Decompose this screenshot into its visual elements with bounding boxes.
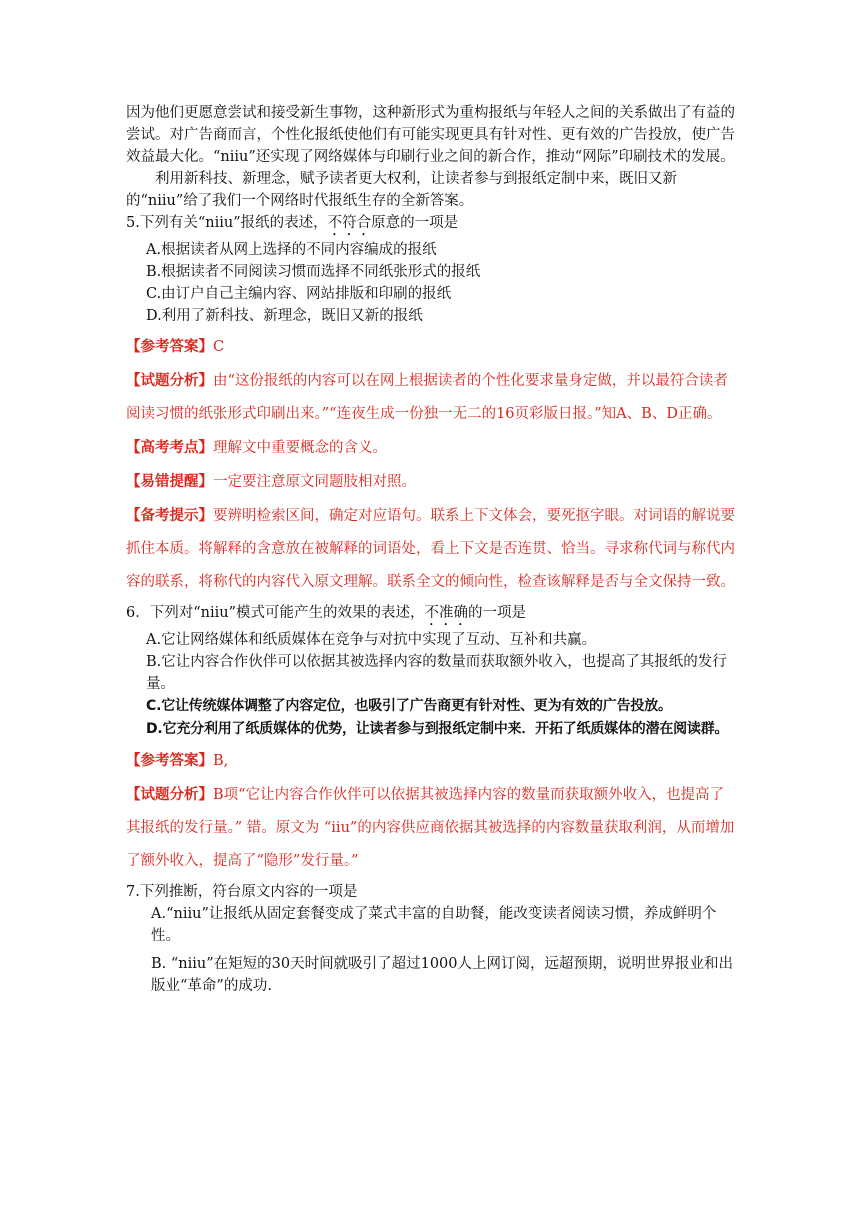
answer-value: B,	[213, 753, 229, 769]
analysis-text: 由“这份报纸的内容可以在网上根据读者的个性化要求量身定做，并以最符合读者阅读习惯的纸张形式印刷出来。”“连夜生成一份独一无二的16页彩版日报。”知A、B、D正确。	[126, 373, 728, 422]
document-page	[126, 102, 736, 997]
question-5-answer	[126, 330, 736, 364]
question-6-stem-after: 的一项是	[468, 605, 527, 621]
question-6-stem-emphasis: 不准确	[424, 605, 469, 621]
question-5-stem	[126, 212, 736, 239]
analysis-label: 【试题分析】	[126, 786, 213, 803]
analysis-text: B项“它让内容合作伙伴可以依据其被选择内容的数量而获取额外收入，也提高了其报纸的发行量。” 错。原文为 “iiu”的内容供应商依据其被选择的内容数量获取利润，从而增加了额外收入，提高了“隐形”发行量。”	[126, 787, 735, 869]
question-6-stem-before: 6．下列对“niiu”模式可能产生的效果的表述，	[126, 605, 425, 621]
question-5-stem-after: 原意的一项是	[371, 215, 459, 231]
question-5-study-tip	[126, 499, 736, 599]
question-5-analysis	[126, 364, 736, 431]
study-tip-text: 要辨明检索区间，确定对应语句。联系上下文体会，要死抠字眼。对词语的解说要抓住本质。将解释的含意放在被解释的词语处，看上下文是否连贯、恰当。寻求称代词与称代内容的联系，将称代的内容代入原文理解。联系全文的倾向性，检查该解释是否与全文保持一致。	[126, 508, 735, 590]
question-5-option-a: A.根据读者从网上选择的不同内容编成的报纸	[146, 242, 437, 258]
error-reminder-label: 【易错提醒】	[126, 473, 213, 490]
question-5-option-c: C.由订户自己主编内容、网站排版和印刷的报纸	[146, 286, 452, 302]
question-5-option-b: B.根据读者不同阅读习惯而选择不同纸张形式的报纸	[146, 264, 481, 280]
question-5-stem-emphasis: 不符合	[327, 215, 372, 231]
question-5-error-reminder	[126, 465, 736, 499]
answer-label: 【参考答案】	[126, 752, 213, 769]
question-5-exam-point	[126, 431, 736, 465]
question-7-option-a: A.“niiu”让报纸从固定套餐变成了菜式丰富的自助餐，能改变读者阅读习惯，养成鲜明个性。	[151, 906, 717, 944]
exam-point-text: 理解文中重要概念的含义。	[213, 440, 387, 456]
exam-point-label: 【高考考点】	[126, 439, 213, 456]
answer-label: 【参考答案】	[126, 338, 213, 355]
question-6-option-b: B.它让内容合作伙伴可以依据其被选择内容的数量而获取额外收入，也提高了其报纸的发行量。	[146, 654, 727, 692]
question-5-stem-before: 5.下列有关“niiu”报纸的表述，	[126, 215, 328, 231]
passage-paragraph-1: 因为他们更愿意尝试和接受新生事物，这种新形式为重构报纸与年轻人之间的关系做出了有益的尝试。对广告商而言，个性化报纸使他们有可能实现更具有针对性、更有效的广告投放，使广告效益最大化。“niiu”还实现了网络媒体与印刷行业之间的新合作，推动“网际”印刷技术的发展。	[126, 105, 735, 165]
question-6-analysis	[126, 778, 736, 878]
question-6-option-a: A.它让网络媒体和纸质媒体在竞争与对抗中实现了互动、互补和共赢。	[146, 632, 597, 648]
answer-value: C	[213, 339, 225, 355]
error-reminder-text: 一定要注意原文同题肢相对照。	[213, 474, 416, 490]
study-tip-label: 【备考提示】	[126, 507, 213, 524]
question-5-option-d: D.利用了新科技、新理念，既旧又新的报纸	[146, 308, 423, 324]
question-6-option-c: C.它让传统媒体调整了内容定位，也吸引了广告商更有针对性、更为有效的广告投放。	[146, 698, 672, 714]
question-7-stem: 7.下列推断，符台原文内容的一项是	[126, 884, 358, 900]
question-6-option-d: D.它充分利用了纸质媒体的优势，让读者参与到报纸定制中来．开拓了纸质媒体的潜在阅读群。	[146, 721, 729, 737]
question-7-option-b: B. “niiu”在矩短的30天时间就吸引了超过1000人上网订阅，远超预期，说明世界报业和出版业“革命”的成功.	[151, 956, 734, 994]
analysis-label: 【试题分析】	[126, 372, 213, 389]
question-6-answer	[126, 744, 736, 778]
passage-paragraph-2: 利用新科技、新理念，赋予读者更大权利，让读者参与到报纸定制中来，既旧又新的“niiu”给了我们一个网络时代报纸生存的全新答案。	[126, 171, 677, 209]
question-6-stem	[126, 602, 736, 629]
